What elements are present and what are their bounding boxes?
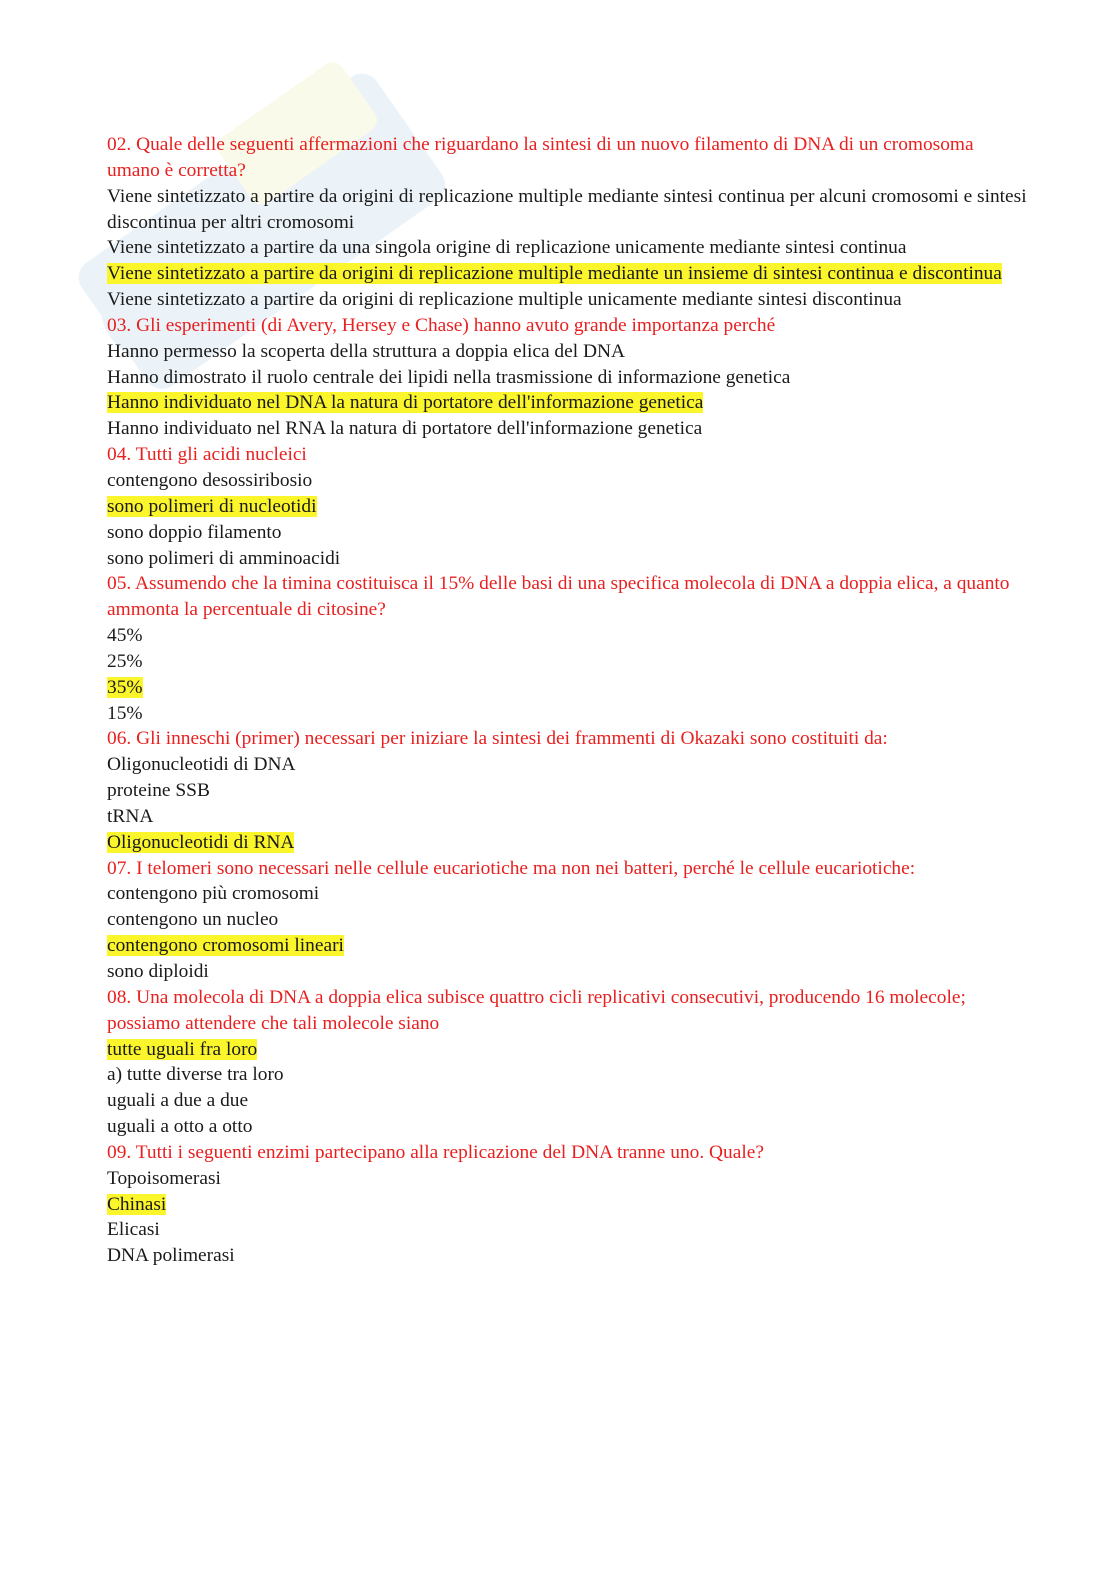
highlighted-answer-text: 35%: [107, 676, 143, 698]
highlighted-answer-text: tutte uguali fra loro: [107, 1038, 258, 1060]
question-text: 02. Quale delle seguenti affermazioni che riguardano la sintesi di un nuovo filamento di DNA di un cromosoma umano è corretta?: [107, 134, 974, 181]
question-text: 09. Tutti i seguenti enzimi partecipano alla replicazione del DNA tranne uno. Quale?: [107, 1141, 764, 1163]
answer-option: [107, 468, 1027, 494]
answer-text: contengono un nucleo: [107, 909, 279, 931]
correct-answer-option: [107, 675, 1027, 701]
answer-text: Viene sintetizzato a partire da origini di replicazione multiple unicamente mediante sintesi discontinua: [107, 289, 902, 311]
correct-answer-option: [107, 1037, 1027, 1063]
answer-text: Viene sintetizzato a partire da una singola origine di replicazione unicamente mediante sintesi continua: [107, 237, 907, 259]
answer-option: [107, 649, 1027, 675]
highlighted-answer-text: Viene sintetizzato a partire da origini di replicazione multiple mediante un insieme di sintesi continua e discontinua: [107, 263, 1002, 285]
highlighted-answer-text: sono polimeri di nucleotidi: [107, 495, 317, 517]
answer-text: sono polimeri di amminoacidi: [107, 547, 341, 569]
answer-text: 15%: [107, 702, 143, 724]
answer-option: [107, 804, 1027, 830]
answer-option: [107, 520, 1027, 546]
answer-text: uguali a due a due: [107, 1090, 249, 1112]
answer-text: proteine SSB: [107, 780, 210, 802]
answer-text: tRNA: [107, 805, 154, 827]
answer-text: Elicasi: [107, 1219, 160, 1241]
correct-answer-option: [107, 390, 1027, 416]
answer-option: [107, 1088, 1027, 1114]
correct-answer-option: [107, 933, 1027, 959]
answer-option: [107, 184, 1027, 236]
question-text: 08. Una molecola di DNA a doppia elica subisce quattro cicli replicativi consecutivi, producendo 16 molecole; possiamo attendere che tali molecole siano: [107, 986, 966, 1034]
answer-option: [107, 907, 1027, 933]
answer-option: [107, 287, 1027, 313]
answer-option: [107, 1114, 1027, 1140]
question-text: 04. Tutti gli acidi nucleici: [107, 444, 307, 466]
answer-option: [107, 416, 1027, 442]
answer-option: [107, 959, 1027, 985]
answer-text: Viene sintetizzato a partire da origini di replicazione multiple mediante sintesi continua per alcuni cromosomi e sintesi discontinua per altri cromosomi: [107, 185, 1027, 233]
highlighted-answer-text: Oligonucleotidi di RNA: [107, 831, 295, 853]
answer-option: [107, 881, 1027, 907]
highlighted-answer-text: Hanno individuato nel DNA la natura di portatore dell'informazione genetica: [107, 392, 704, 414]
answer-text: Topoisomerasi: [107, 1167, 221, 1189]
answer-option: [107, 546, 1027, 572]
answer-text: Oligonucleotidi di DNA: [107, 754, 296, 776]
answer-option: [107, 365, 1027, 391]
answer-option: [107, 623, 1027, 649]
answer-option: [107, 778, 1027, 804]
answer-option: [107, 1217, 1027, 1243]
correct-answer-option: [107, 261, 1027, 287]
correct-answer-option: [107, 494, 1027, 520]
answer-option: [107, 235, 1027, 261]
answer-text: 45%: [107, 625, 143, 647]
answer-text: Hanno dimostrato il ruolo centrale dei lipidi nella trasmissione di informazione genetica: [107, 366, 791, 388]
correct-answer-option: [107, 1192, 1027, 1218]
answer-text: DNA polimerasi: [107, 1245, 235, 1267]
correct-answer-option: [107, 830, 1027, 856]
answer-text: a) tutte diverse tra loro: [107, 1064, 284, 1086]
answer-option: [107, 339, 1027, 365]
question-text: 07. I telomeri sono necessari nelle cellule eucariotiche ma non nei batteri, perché le cellule eucariotiche:: [107, 857, 916, 879]
answer-option: [107, 701, 1027, 727]
answer-text: sono doppio filamento: [107, 521, 282, 543]
answer-text: contengono desossiribosio: [107, 469, 313, 491]
answer-option: [107, 752, 1027, 778]
answer-text: 25%: [107, 650, 143, 672]
question-text: 03. Gli esperimenti (di Avery, Hersey e Chase) hanno avuto grande importanza perché: [107, 314, 776, 336]
highlighted-answer-text: contengono cromosomi lineari: [107, 935, 344, 957]
answer-option: [107, 1062, 1027, 1088]
answer-text: contengono più cromosomi: [107, 883, 320, 905]
answer-text: Hanno individuato nel RNA la natura di portatore dell'informazione genetica: [107, 418, 703, 440]
quiz-document: [107, 132, 1027, 1269]
answer-option: [107, 1243, 1027, 1269]
answer-text: Hanno permesso la scoperta della struttura a doppia elica del DNA: [107, 340, 625, 362]
answer-text: sono diploidi: [107, 961, 209, 982]
answer-text: uguali a otto a otto: [107, 1116, 253, 1138]
highlighted-answer-text: Chinasi: [107, 1193, 167, 1215]
answer-option: [107, 1166, 1027, 1192]
question-text: 05. Assumendo che la timina costituisca il 15% delle basi di una specifica molecola di DNA a doppia elica, a quanto ammonta la percentuale di citosine?: [107, 573, 1010, 621]
question-text: 06. Gli inneschi (primer) necessari per iniziare la sintesi dei frammenti di Okazaki sono costituiti da:: [107, 728, 888, 750]
